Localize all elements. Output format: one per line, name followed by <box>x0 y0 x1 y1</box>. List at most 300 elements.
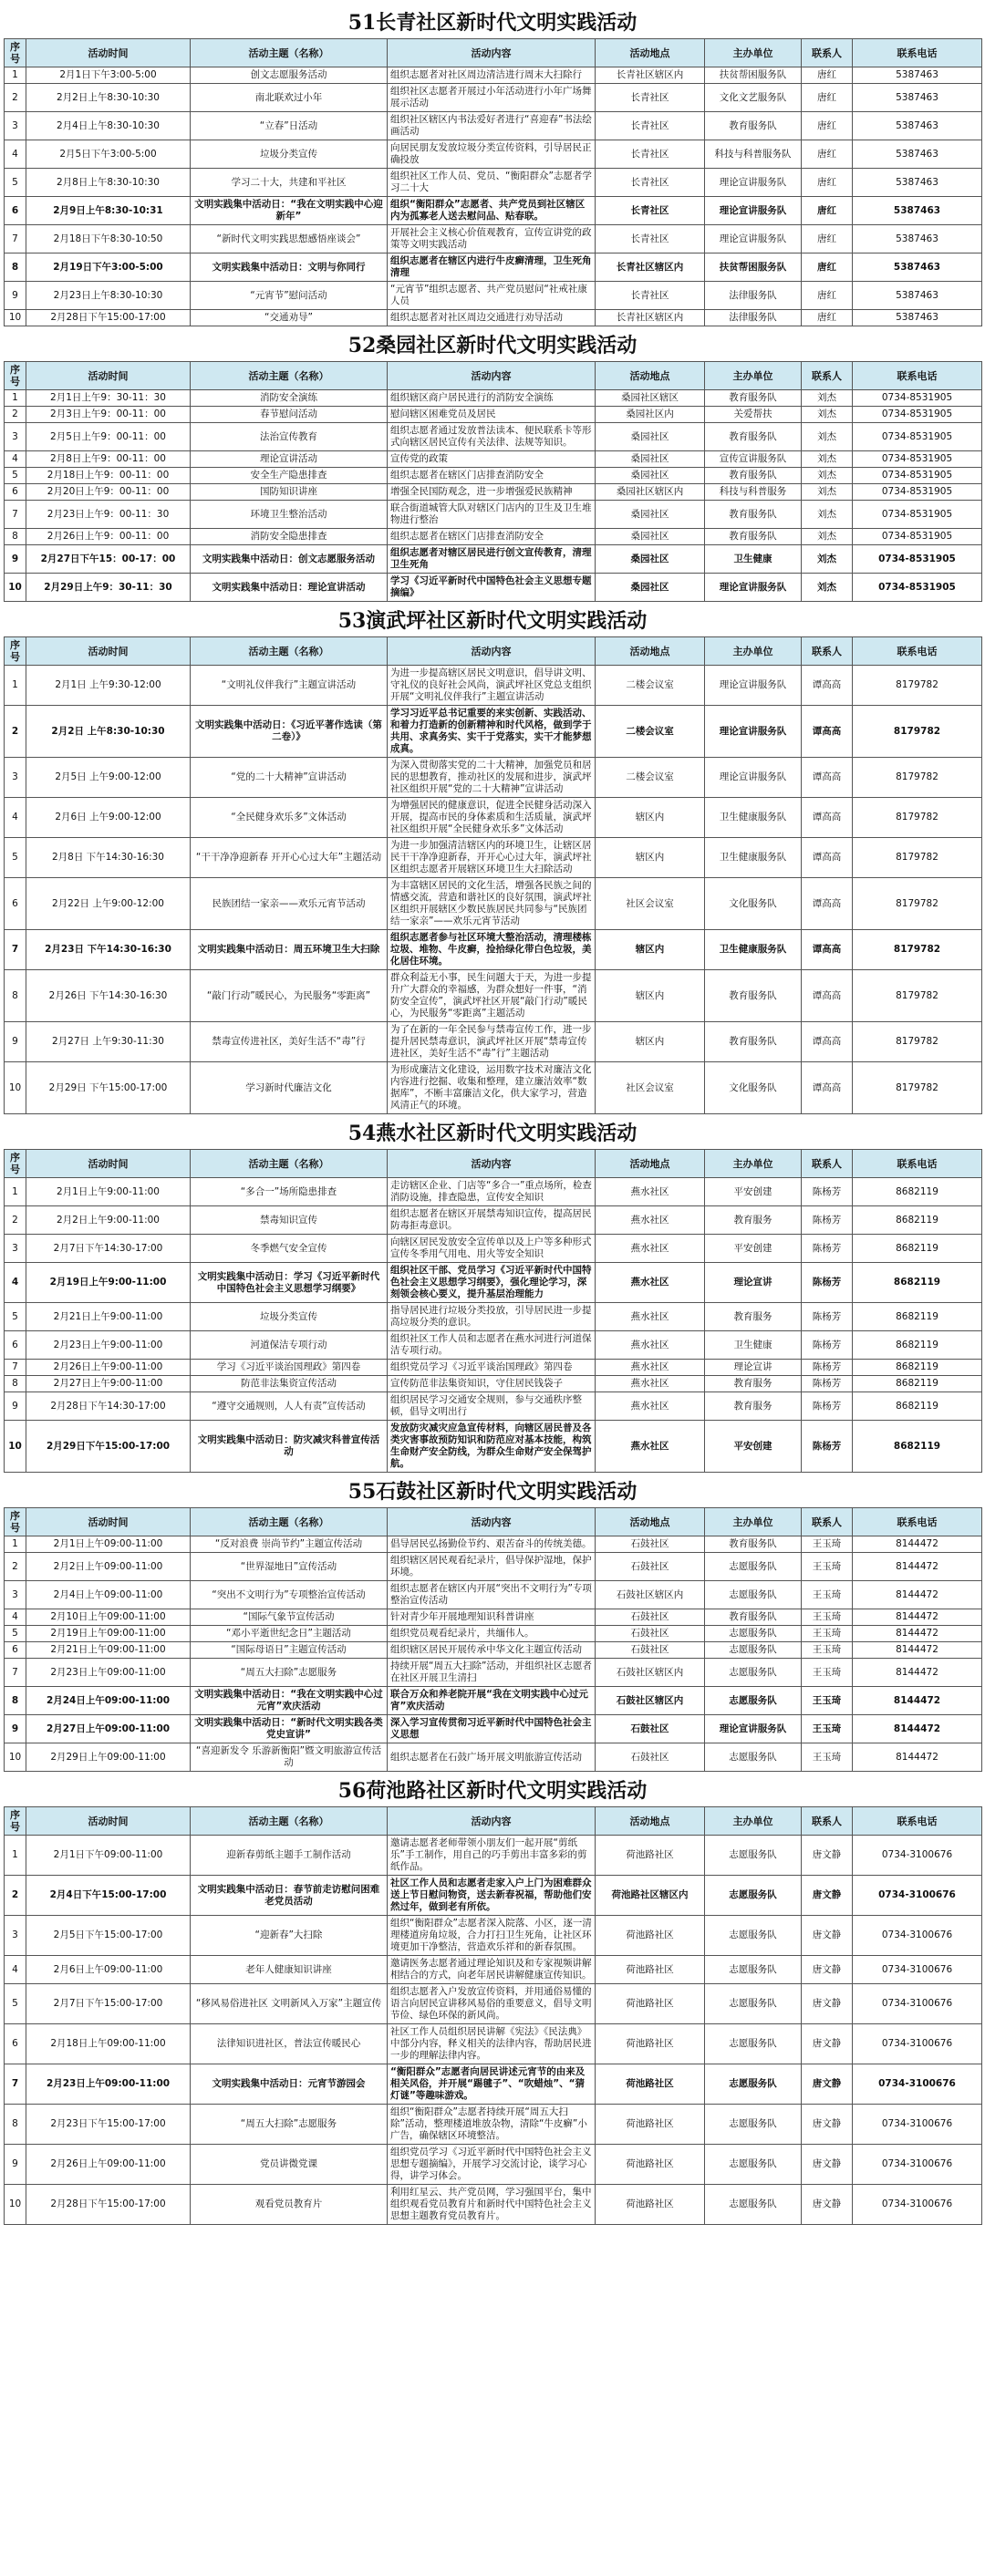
contact-person: 唐文静 <box>802 1984 853 2024</box>
activity-time: 2月1日 上午9:30-12:00 <box>26 666 191 706</box>
activity-content: 为丰富辖区居民的文化生活，增强各民族之间的情感交流，营造和谐社区的良好氛围，演武坪社区组织开展辖区少数民族居民共同参与“民族团结一家亲”——欢乐元宵节活动 <box>388 878 596 930</box>
contact-person: 刘杰 <box>802 529 853 545</box>
row-number: 7 <box>5 930 26 970</box>
host-organization: 平安创建 <box>705 1178 802 1206</box>
table-row <box>5 310 982 326</box>
column-header: 活动内容 <box>388 637 596 666</box>
contact-phone: 0734-8531905 <box>853 501 982 529</box>
contact-phone: 8179782 <box>853 1062 982 1114</box>
activity-theme: 理论宣讲活动 <box>191 451 388 468</box>
column-header: 活动内容 <box>388 1807 596 1836</box>
activity-time: 2月1日上午9:00-11:00 <box>26 1178 191 1206</box>
activity-content: 宣传防范非法集资知识，守住居民钱袋子 <box>388 1376 596 1392</box>
row-number: 6 <box>5 1331 26 1360</box>
activity-content: 社区工作人员组织居民讲解《宪法》《民法典》中部分内容，释义相关的法律内容，帮助居民进一步的理解法律内容。 <box>388 2024 596 2064</box>
activity-theme: “交通劝导” <box>191 310 388 326</box>
activity-place: 石鼓社区 <box>596 1553 705 1581</box>
table-row <box>5 501 982 529</box>
contact-person: 刘杰 <box>802 501 853 529</box>
row-number: 1 <box>5 1536 26 1553</box>
contact-phone: 8179782 <box>853 970 982 1022</box>
activity-place: 长青社区 <box>596 225 705 253</box>
contact-phone: 8682119 <box>853 1206 982 1235</box>
activity-theme: 文明实践集中活动日：《习近平著作选读（第二卷）》 <box>191 706 388 758</box>
activity-place: 燕水社区 <box>596 1376 705 1392</box>
activity-time: 2月4日上午09:00-11:00 <box>26 1581 191 1609</box>
contact-person: 刘杰 <box>802 451 853 468</box>
activity-content: 组织“衡阳群众”志愿者持续开展“周五大扫除”活动，整理楼道堆放杂物，清除“牛皮癣”小广告，确保辖区环境整洁。 <box>388 2105 596 2145</box>
row-number: 8 <box>5 970 26 1022</box>
activity-time: 2月6日 上午9:00-12:00 <box>26 798 191 838</box>
table-row <box>5 1715 982 1743</box>
contact-person: 唐红 <box>802 67 853 84</box>
row-number: 1 <box>5 1178 26 1206</box>
contact-person: 王玉琦 <box>802 1715 853 1743</box>
activity-theme: 春节慰问活动 <box>191 407 388 423</box>
table-row <box>5 1331 982 1360</box>
host-organization: 关爱帮扶 <box>705 407 802 423</box>
activity-time: 2月1日下午3:00-5:00 <box>26 67 191 84</box>
column-header: 活动地点 <box>596 39 705 67</box>
contact-person: 唐文静 <box>802 1916 853 1956</box>
host-organization: 理论宣讲服务队 <box>705 574 802 602</box>
contact-person: 谭高高 <box>802 758 853 798</box>
row-number: 4 <box>5 140 26 169</box>
activity-place: 燕水社区 <box>596 1178 705 1206</box>
activity-content: 联合万众和养老院开展“我在文明实践中心过元宵”欢庆活动 <box>388 1687 596 1715</box>
activity-place: 荷池路社区 <box>596 1836 705 1876</box>
activity-place: 燕水社区 <box>596 1421 705 1473</box>
contact-person: 王玉琦 <box>802 1626 853 1642</box>
activity-theme: “移风易俗进社区 文明新风入万家”主题宣传 <box>191 1984 388 2024</box>
activity-theme: 文明实践集中活动日：学习《习近平新时代中国特色社会主义思想学习纲要》 <box>191 1263 388 1303</box>
row-number: 6 <box>5 197 26 225</box>
activity-theme: 学习二十大，共建和平社区 <box>191 169 388 197</box>
column-header: 联系电话 <box>853 1150 982 1178</box>
host-organization: 宣传宣讲服务队 <box>705 451 802 468</box>
contact-phone: 8682119 <box>853 1331 982 1360</box>
contact-phone: 8144472 <box>853 1743 982 1772</box>
host-organization: 志愿服务队 <box>705 1581 802 1609</box>
activity-time: 2月2日上午09:00-11:00 <box>26 1553 191 1581</box>
activity-content: 组织志愿者入户发放宣传资料，并用通俗易懂的语言向居民宣讲移风易俗的重要意义，倡导文明节俭、绿色环保的新风尚。 <box>388 1984 596 2024</box>
column-header: 活动主题（名称） <box>191 1150 388 1178</box>
table-row <box>5 225 982 253</box>
activity-theme: “敲门行动”暖民心，为民服务“零距离” <box>191 970 388 1022</box>
contact-phone: 0734-3100676 <box>853 1956 982 1984</box>
host-organization: 教育服务队 <box>705 1609 802 1626</box>
activity-theme: “迎新春”大扫除 <box>191 1916 388 1956</box>
activity-place: 桑园社区 <box>596 529 705 545</box>
activity-time: 2月23日上午9:00-11:00 <box>26 1331 191 1360</box>
contact-phone: 8682119 <box>853 1235 982 1263</box>
activity-content: 为了在新的一年全民参与禁毒宣传工作，进一步提升居民禁毒意识，演武坪社区开展“禁毒宣传进社区，美好生活不“毒”行”主题活动 <box>388 1022 596 1062</box>
row-number: 5 <box>5 838 26 878</box>
activity-time: 2月6日上午09:00-11:00 <box>26 1956 191 1984</box>
row-number: 2 <box>5 1553 26 1581</box>
host-organization: 卫生健康服务队 <box>705 838 802 878</box>
host-organization: 志愿服务队 <box>705 2145 802 2185</box>
activity-content: 组织居民学习交通安全规则，参与交通秩序整顿，倡导文明出行 <box>388 1392 596 1421</box>
contact-person: 唐红 <box>802 282 853 310</box>
contact-person: 唐红 <box>802 225 853 253</box>
activity-table <box>4 636 982 1114</box>
column-header: 活动地点 <box>596 1508 705 1536</box>
host-organization: 志愿服务队 <box>705 1876 802 1916</box>
table-row <box>5 758 982 798</box>
contact-phone: 8179782 <box>853 1022 982 1062</box>
contact-phone: 8144472 <box>853 1642 982 1659</box>
host-organization: 教育服务队 <box>705 529 802 545</box>
row-number: 1 <box>5 1836 26 1876</box>
activity-time: 2月23日上午09:00-11:00 <box>26 1659 191 1687</box>
activity-content: 组织志愿者对社区周边清洁进行周末大扫除行 <box>388 67 596 84</box>
contact-person: 王玉琦 <box>802 1609 853 1626</box>
activity-place: 荷池路社区 <box>596 2024 705 2064</box>
activity-place: 辖区内 <box>596 930 705 970</box>
activity-content: 指导居民进行垃圾分类投放，引导居民进一步提高垃圾分类的意识。 <box>388 1303 596 1331</box>
row-number: 5 <box>5 169 26 197</box>
table-row <box>5 574 982 602</box>
table-row <box>5 970 982 1022</box>
contact-person: 唐文静 <box>802 2145 853 2185</box>
activity-content: 为深入贯彻落实党的二十大精神，加强党员和居民的思想教育，推动社区的发展和进步，演武坪社区组织开展“党的二十大精神”宣讲活动 <box>388 758 596 798</box>
table-row <box>5 2064 982 2105</box>
table-row <box>5 197 982 225</box>
contact-person: 唐文静 <box>802 2105 853 2145</box>
activity-table <box>4 1149 982 1473</box>
activity-place: 社区会议室 <box>596 878 705 930</box>
row-number: 7 <box>5 225 26 253</box>
contact-phone: 0734-3100676 <box>853 2185 982 2225</box>
contact-person: 唐红 <box>802 140 853 169</box>
activity-content: 组织辖区居民开展传承中华文化主题宣传活动 <box>388 1642 596 1659</box>
host-organization: 卫生健康 <box>705 545 802 574</box>
host-organization: 法律服务队 <box>705 282 802 310</box>
activity-time: 2月18日上午09:00-11:00 <box>26 2024 191 2064</box>
contact-phone: 8144472 <box>853 1626 982 1642</box>
table-row <box>5 1235 982 1263</box>
contact-phone: 8179782 <box>853 706 982 758</box>
contact-person: 陈杨芳 <box>802 1303 853 1331</box>
activity-table <box>4 1806 982 2225</box>
row-number: 5 <box>5 468 26 484</box>
host-organization: 志愿服务队 <box>705 2105 802 2145</box>
contact-phone: 8144472 <box>853 1553 982 1581</box>
activity-place: 燕水社区 <box>596 1206 705 1235</box>
contact-phone: 8682119 <box>853 1263 982 1303</box>
activity-theme: “新时代文明实践思想感悟座谈会” <box>191 225 388 253</box>
row-number: 7 <box>5 2064 26 2105</box>
row-number: 3 <box>5 758 26 798</box>
contact-person: 谭高高 <box>802 878 853 930</box>
contact-phone: 8682119 <box>853 1376 982 1392</box>
contact-phone: 5387463 <box>853 84 982 112</box>
activity-time: 2月27日下午15：00-17：00 <box>26 545 191 574</box>
activity-theme: 冬季燃气安全宣传 <box>191 1235 388 1263</box>
contact-person: 王玉琦 <box>802 1581 853 1609</box>
contact-phone: 0734-8531905 <box>853 545 982 574</box>
column-header: 活动时间 <box>26 39 191 67</box>
table-row <box>5 798 982 838</box>
activity-content: 慰问辖区困难党员及居民 <box>388 407 596 423</box>
contact-person: 唐红 <box>802 112 853 140</box>
column-header: 联系人 <box>802 1807 853 1836</box>
row-number: 7 <box>5 1659 26 1687</box>
activity-place: 桑园社区 <box>596 451 705 468</box>
activity-place: 石鼓社区 <box>596 1626 705 1642</box>
activity-place: 燕水社区 <box>596 1235 705 1263</box>
activity-time: 2月21日上午9:00-11:00 <box>26 1303 191 1331</box>
row-number: 9 <box>5 1392 26 1421</box>
column-header: 主办单位 <box>705 1807 802 1836</box>
contact-phone: 0734-3100676 <box>853 1916 982 1956</box>
activity-time: 2月23日 下午14:30-16:30 <box>26 930 191 970</box>
contact-person: 刘杰 <box>802 390 853 407</box>
table-row <box>5 1303 982 1331</box>
activity-content: 组织社区工作人员、党员、“衡阳群众”志愿者学习二十大 <box>388 169 596 197</box>
activity-content: 邀请医务志愿者通过理论知识及和专家视频讲解相结合的方式，向老年居民讲解健康宣传知识。 <box>388 1956 596 1984</box>
table-row <box>5 838 982 878</box>
column-header: 活动内容 <box>388 1150 596 1178</box>
contact-person: 刘杰 <box>802 545 853 574</box>
column-header: 序号 <box>5 1150 26 1178</box>
activity-content: 组织党员学习《习近平谈治国理政》第四卷 <box>388 1360 596 1376</box>
row-number: 1 <box>5 390 26 407</box>
activity-theme: 文明实践集中活动日：元宵节游园会 <box>191 2064 388 2105</box>
table-row <box>5 930 982 970</box>
activity-place: 长青社区辖区内 <box>596 253 705 282</box>
activity-place: 石鼓社区 <box>596 1609 705 1626</box>
activity-time: 2月29日下午15:00-17:00 <box>26 1421 191 1473</box>
table-row <box>5 1836 982 1876</box>
section-title: 52桑园社区新时代文明实践活动 <box>347 334 638 357</box>
activity-theme: “立春”日活动 <box>191 112 388 140</box>
activity-place: 桑园社区 <box>596 501 705 529</box>
host-organization: 科技与科普服务队 <box>705 140 802 169</box>
column-header: 联系人 <box>802 39 853 67</box>
row-number: 2 <box>5 706 26 758</box>
row-number: 2 <box>5 1206 26 1235</box>
activity-time: 2月4日上午8:30-10:30 <box>26 112 191 140</box>
activity-theme: 文明实践集中活动日：“我在文明实践中心迎新年” <box>191 197 388 225</box>
activity-content: 为增强居民的健康意识，促进全民健身活动深入开展，提高市民的身体素质和生活质量，演武坪社区组织开展“全民健身欢乐多”文体活动 <box>388 798 596 838</box>
activity-place: 桑园社区 <box>596 423 705 451</box>
activity-theme: 环境卫生整治活动 <box>191 501 388 529</box>
table-row <box>5 545 982 574</box>
contact-person: 谭高高 <box>802 1062 853 1114</box>
contact-phone: 8144472 <box>853 1581 982 1609</box>
activity-theme: “国际母语日”主题宣传活动 <box>191 1642 388 1659</box>
column-header: 活动内容 <box>388 1508 596 1536</box>
host-organization: 教育服务队 <box>705 970 802 1022</box>
table-row <box>5 253 982 282</box>
host-organization: 平安创建 <box>705 1235 802 1263</box>
activity-theme: “突出不文明行为”专项整治宣传活动 <box>191 1581 388 1609</box>
table-row <box>5 84 982 112</box>
host-organization: 科技与科普服务 <box>705 484 802 501</box>
activity-time: 2月28日下午14:30-17:00 <box>26 1392 191 1421</box>
row-number: 8 <box>5 529 26 545</box>
activity-content: 社区工作人员和志愿者走家入户上门为困难群众送上节日慰问物资，送去新春祝福，帮助他们安然过年，做到老有所依。 <box>388 1876 596 1916</box>
activity-place: 石鼓社区 <box>596 1642 705 1659</box>
activity-place: 石鼓社区 <box>596 1715 705 1743</box>
activity-time: 2月29日 下午15:00-17:00 <box>26 1062 191 1114</box>
activity-time: 2月3日上午9：00-11：00 <box>26 407 191 423</box>
row-number: 2 <box>5 1876 26 1916</box>
activity-place: 辖区内 <box>596 970 705 1022</box>
contact-phone: 0734-3100676 <box>853 2145 982 2185</box>
contact-person: 王玉琦 <box>802 1536 853 1553</box>
table-row <box>5 878 982 930</box>
column-header: 活动时间 <box>26 1807 191 1836</box>
row-number: 3 <box>5 1235 26 1263</box>
row-number: 9 <box>5 1715 26 1743</box>
row-number: 3 <box>5 1581 26 1609</box>
table-row <box>5 1876 982 1916</box>
activity-theme: 禁毒知识宣传 <box>191 1206 388 1235</box>
contact-person: 唐文静 <box>802 1836 853 1876</box>
host-organization: 教育服务队 <box>705 468 802 484</box>
table-row <box>5 1743 982 1772</box>
activity-time: 2月19日下午3:00-5:00 <box>26 253 191 282</box>
activity-content: 组织“衡阳群众”志愿者深入院落、小区，逐一清理楼道房角垃圾，合力打扫卫生死角，让社区环境更加干净整洁，营造欢乐祥和的新春氛围。 <box>388 1916 596 1956</box>
host-organization: 志愿服务队 <box>705 1659 802 1687</box>
activity-time: 2月20日上午9：00-11：00 <box>26 484 191 501</box>
table-row <box>5 1687 982 1715</box>
activity-place: 二楼会议室 <box>596 758 705 798</box>
contact-phone: 8179782 <box>853 758 982 798</box>
contact-person: 谭高高 <box>802 798 853 838</box>
contact-phone: 8144472 <box>853 1536 982 1553</box>
host-organization: 理论宣讲服务队 <box>705 706 802 758</box>
column-header: 活动时间 <box>26 1150 191 1178</box>
row-number: 4 <box>5 1263 26 1303</box>
host-organization: 志愿服务队 <box>705 1743 802 1772</box>
table-row <box>5 1956 982 1984</box>
table-row <box>5 706 982 758</box>
column-header: 活动地点 <box>596 1807 705 1836</box>
activity-theme: “文明礼仪伴我行”主题宣讲活动 <box>191 666 388 706</box>
row-number: 6 <box>5 484 26 501</box>
host-organization: 教育服务 <box>705 1206 802 1235</box>
host-organization: 卫生健康服务队 <box>705 930 802 970</box>
table-header-row <box>5 637 982 666</box>
row-number: 1 <box>5 666 26 706</box>
row-number: 3 <box>5 423 26 451</box>
contact-phone: 0734-8531905 <box>853 451 982 468</box>
activity-theme: 垃圾分类宣传 <box>191 140 388 169</box>
row-number: 10 <box>5 2185 26 2225</box>
activity-content: 组织辖区商户居民进行的消防安全演练 <box>388 390 596 407</box>
activity-theme: “反对浪费 崇尚节约”主题宣传活动 <box>191 1536 388 1553</box>
activity-time: 2月9日上午8:30-10:31 <box>26 197 191 225</box>
activity-content: 组织志愿者在辖区内进行牛皮癣清理，卫生死角清理 <box>388 253 596 282</box>
activity-place: 石鼓社区 <box>596 1743 705 1772</box>
activity-content: 向居民朋友发放垃圾分类宣传资料，引导居民正确投放 <box>388 140 596 169</box>
contact-person: 唐红 <box>802 84 853 112</box>
activity-place: 长青社区辖区内 <box>596 67 705 84</box>
contact-person: 唐文静 <box>802 1956 853 1984</box>
host-organization: 教育服务 <box>705 1376 802 1392</box>
activity-content: 组织志愿者对社区周边交通进行劝导活动 <box>388 310 596 326</box>
row-number: 2 <box>5 84 26 112</box>
contact-person: 唐红 <box>802 169 853 197</box>
host-organization: 志愿服务队 <box>705 2024 802 2064</box>
activity-content: 群众利益无小事，民生问题大于天，为进一步提升广大群众的幸福感，为群众想好一件事，“消防安全宣传”，演武坪社区开展“敲门行动”暖民心，为民服务“零距离”主题活动 <box>388 970 596 1022</box>
activity-place: 桑园社区辖区内 <box>596 484 705 501</box>
activity-content: 宣传党的政策 <box>388 451 596 468</box>
table-row <box>5 140 982 169</box>
activity-time: 2月28日下午15:00-17:00 <box>26 310 191 326</box>
column-header: 主办单位 <box>705 637 802 666</box>
activity-content: 组织党员观看纪录片，共缅伟人。 <box>388 1626 596 1642</box>
host-organization: 扶贫帮困服务队 <box>705 67 802 84</box>
activity-place: 辖区内 <box>596 838 705 878</box>
table-row <box>5 1392 982 1421</box>
contact-phone: 8682119 <box>853 1178 982 1206</box>
host-organization: 理论宣讲服务队 <box>705 225 802 253</box>
activity-time: 2月26日上午9:00-11:00 <box>26 1360 191 1376</box>
column-header: 主办单位 <box>705 362 802 390</box>
contact-phone: 5387463 <box>853 112 982 140</box>
activity-time: 2月19日上午9:00-11:00 <box>26 1263 191 1303</box>
column-header: 联系人 <box>802 637 853 666</box>
column-header: 活动主题（名称） <box>191 637 388 666</box>
activity-time: 2月23日下午15:00-17:00 <box>26 2105 191 2145</box>
activity-content: 深入学习宣传贯彻习近平新时代中国特色社会主义思想 <box>388 1715 596 1743</box>
activity-time: 2月21日上午09:00-11:00 <box>26 1642 191 1659</box>
activity-place: 燕水社区 <box>596 1392 705 1421</box>
table-row <box>5 390 982 407</box>
column-header: 活动时间 <box>26 637 191 666</box>
host-organization: 志愿服务队 <box>705 1836 802 1876</box>
row-number: 10 <box>5 1062 26 1114</box>
activity-place: 桑园社区 <box>596 545 705 574</box>
activity-theme: 禁毒宣传进社区，美好生活不“毒”行 <box>191 1022 388 1062</box>
host-organization: 卫生健康服务队 <box>705 798 802 838</box>
table-row <box>5 2185 982 2225</box>
row-number: 2 <box>5 407 26 423</box>
activity-time: 2月26日 下午14:30-16:30 <box>26 970 191 1022</box>
activity-content: 组织社区干部、党员学习《习近平新时代中国特色社会主义思想学习纲要》，强化理论学习，深刻领会核心要义，提升基层治理能力 <box>388 1263 596 1303</box>
table-row <box>5 423 982 451</box>
activity-theme: 文明实践集中活动日：文明与你同行 <box>191 253 388 282</box>
row-number: 10 <box>5 1421 26 1473</box>
activity-theme: 法治宣传教育 <box>191 423 388 451</box>
host-organization: 志愿服务队 <box>705 1553 802 1581</box>
activity-place: 荷池路社区 <box>596 1956 705 1984</box>
table-row <box>5 666 982 706</box>
contact-person: 王玉琦 <box>802 1642 853 1659</box>
activity-time: 2月4日下午15:00-17:00 <box>26 1876 191 1916</box>
contact-phone: 8682119 <box>853 1392 982 1421</box>
row-number: 9 <box>5 545 26 574</box>
table-row <box>5 1984 982 2024</box>
row-number: 3 <box>5 1916 26 1956</box>
table-row <box>5 529 982 545</box>
column-header: 活动地点 <box>596 637 705 666</box>
column-header: 联系电话 <box>853 1807 982 1836</box>
section-title: 54燕水社区新时代文明实践活动 <box>347 1122 638 1145</box>
contact-phone: 0734-3100676 <box>853 2064 982 2105</box>
row-number: 4 <box>5 1956 26 1984</box>
activity-time: 2月1日上午9：30-11：30 <box>26 390 191 407</box>
contact-phone: 5387463 <box>853 140 982 169</box>
table-row <box>5 1659 982 1687</box>
host-organization: 理论宣讲 <box>705 1360 802 1376</box>
row-number: 9 <box>5 1022 26 1062</box>
